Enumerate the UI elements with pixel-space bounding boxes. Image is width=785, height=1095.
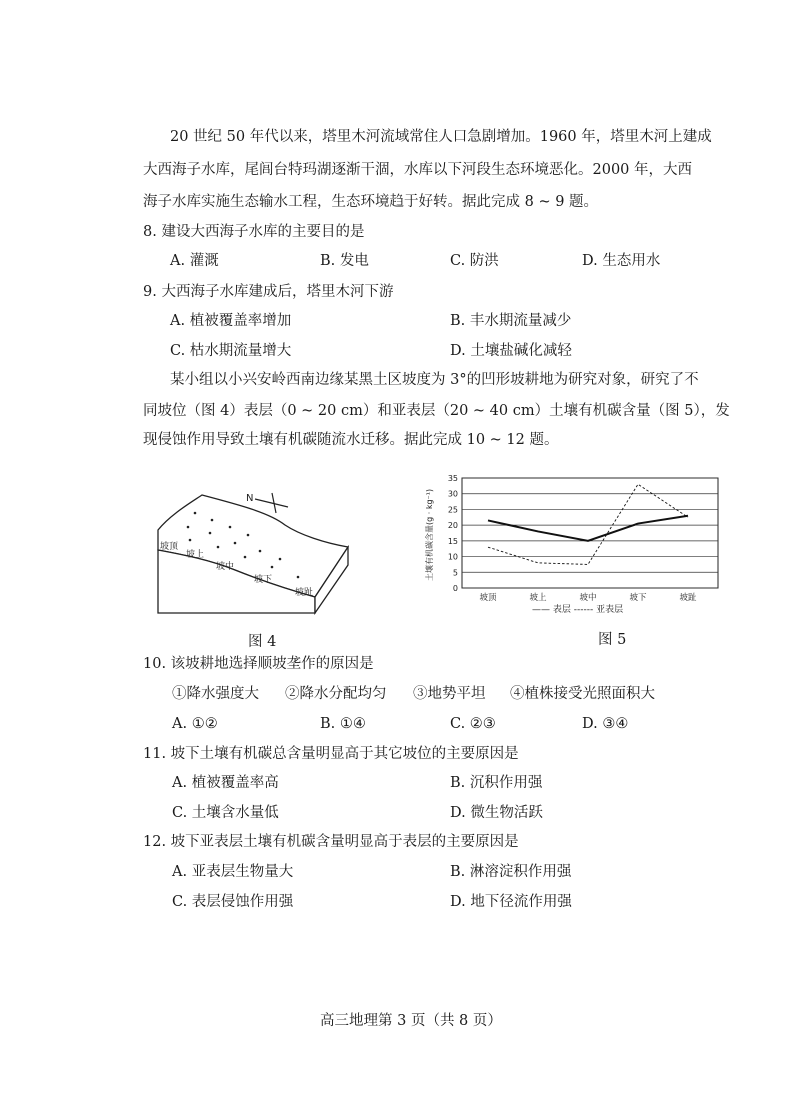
q8-option-b[interactable]: B. 发电 xyxy=(320,253,369,269)
fig4-label-middle: 坡中 xyxy=(216,562,235,572)
y-tick-label: 5 xyxy=(452,568,458,578)
series-line-subsurface xyxy=(488,484,688,564)
page-footer: 高三地理第 3 页（共 8 页） xyxy=(320,1013,502,1029)
q11-option-b[interactable]: B. 沉积作用强 xyxy=(450,775,543,791)
q8-option-a[interactable]: A. 灌溉 xyxy=(170,253,219,269)
q10-choice-2: ②降水分配均匀 xyxy=(285,686,387,702)
q8-option-c[interactable]: C. 防洪 xyxy=(450,253,499,269)
q10-choice-3: ③地势平坦 xyxy=(413,686,486,702)
figure-5-caption: 图 5 xyxy=(598,632,627,648)
y-tick-label: 15 xyxy=(447,536,458,546)
q8-option-d[interactable]: D. 生态用水 xyxy=(582,253,661,269)
q9-option-c[interactable]: C. 枯水期流量增大 xyxy=(170,343,292,359)
y-tick-label: 25 xyxy=(447,505,458,515)
fig4-label-toe: 坡趾 xyxy=(295,588,314,598)
y-tick-label: 35 xyxy=(447,474,458,483)
series-line-surface xyxy=(488,516,688,541)
y-tick-label: 30 xyxy=(447,489,458,499)
intro1-line-2: 大西海子水库，尾闾台特玛湖逐渐干涸，水库以下河段生态环境恶化。2000 年，大西 xyxy=(143,162,693,178)
q12-option-c[interactable]: C. 表层侵蚀作用强 xyxy=(172,894,294,910)
figure-4-slope-diagram xyxy=(150,485,360,615)
x-tick-label: 坡顶 xyxy=(479,593,497,603)
x-tick-label: 坡中 xyxy=(579,593,597,603)
intro1-line-3: 海子水库实施生态输水工程，生态环境趋于好转。据此完成 8 ~ 9 题。 xyxy=(143,194,599,210)
chart-legend: —— 表层 ------ 亚表层 xyxy=(532,605,624,615)
x-tick-label: 坡下 xyxy=(629,593,647,603)
q10-option-a[interactable]: A. ①② xyxy=(172,716,218,732)
north-label: N xyxy=(246,493,254,504)
q10-option-c[interactable]: C. ②③ xyxy=(450,716,496,732)
q11-option-d[interactable]: D. 微生物活跃 xyxy=(450,805,543,821)
intro1-line-1: 20 世纪 50 年代以来，塔里木河流域常住人口急剧增加。1960 年，塔里木河上建成 xyxy=(170,129,712,145)
fig4-label-lower: 坡下 xyxy=(254,575,273,585)
y-tick-label: 0 xyxy=(452,584,458,593)
q9-option-b[interactable]: B. 丰水期流量减少 xyxy=(450,313,572,329)
intro2-line-1: 某小组以小兴安岭西南边缘某黑土区坡度为 3°的凹形坡耕地为研究对象，研究了不 xyxy=(170,372,699,388)
fig4-label-upper: 坡上 xyxy=(186,550,205,560)
q12-option-a[interactable]: A. 亚表层生物量大 xyxy=(172,864,294,880)
q9-stem: 9. 大西海子水库建成后，塔里木河下游 xyxy=(143,284,394,300)
y-axis-label: 土壤有机碳含量(g · kg⁻¹) xyxy=(425,488,434,581)
q11-stem: 11. 坡下土壤有机碳总含量明显高于其它坡位的主要原因是 xyxy=(143,746,519,762)
x-tick-label: 坡上 xyxy=(529,593,547,603)
north-arrow xyxy=(255,499,288,507)
q10-stem: 10. 该坡耕地选择顺坡垄作的原因是 xyxy=(143,656,374,672)
q12-option-d[interactable]: D. 地下径流作用强 xyxy=(450,894,572,910)
intro2-line-3: 现侵蚀作用导致土壤有机碳随流水迁移。据此完成 10 ~ 12 题。 xyxy=(143,432,559,448)
q10-option-b[interactable]: B. ①④ xyxy=(320,716,366,732)
q10-choice-1: ①降水强度大 xyxy=(172,686,259,702)
y-tick-label: 10 xyxy=(447,552,458,562)
x-tick-label: 坡趾 xyxy=(679,593,697,603)
intro2-line-2: 同坡位（图 4）表层（0 ~ 20 cm）和亚表层（20 ~ 40 cm）土壤有机碳含量（图 5），发 xyxy=(143,403,730,419)
q11-option-c[interactable]: C. 土壤含水量低 xyxy=(172,805,279,821)
figure-5-chart xyxy=(420,466,730,636)
fig4-label-top: 坡顶 xyxy=(160,542,179,552)
y-tick-label: 20 xyxy=(447,521,458,531)
q10-choice-4: ④植株接受光照面积大 xyxy=(510,686,655,702)
q10-option-d[interactable]: D. ③④ xyxy=(582,716,629,732)
q9-option-a[interactable]: A. 植被覆盖率增加 xyxy=(170,313,292,329)
plot-frame xyxy=(462,478,718,588)
q9-option-d[interactable]: D. 土壤盐碱化减轻 xyxy=(450,343,572,359)
q11-option-a[interactable]: A. 植被覆盖率高 xyxy=(172,775,279,791)
q12-stem: 12. 坡下亚表层土壤有机碳含量明显高于表层的主要原因是 xyxy=(143,834,519,850)
figure-4-caption: 图 4 xyxy=(248,634,277,650)
q8-stem: 8. 建设大西海子水库的主要目的是 xyxy=(143,224,365,240)
q12-option-b[interactable]: B. 淋溶淀积作用强 xyxy=(450,864,572,880)
